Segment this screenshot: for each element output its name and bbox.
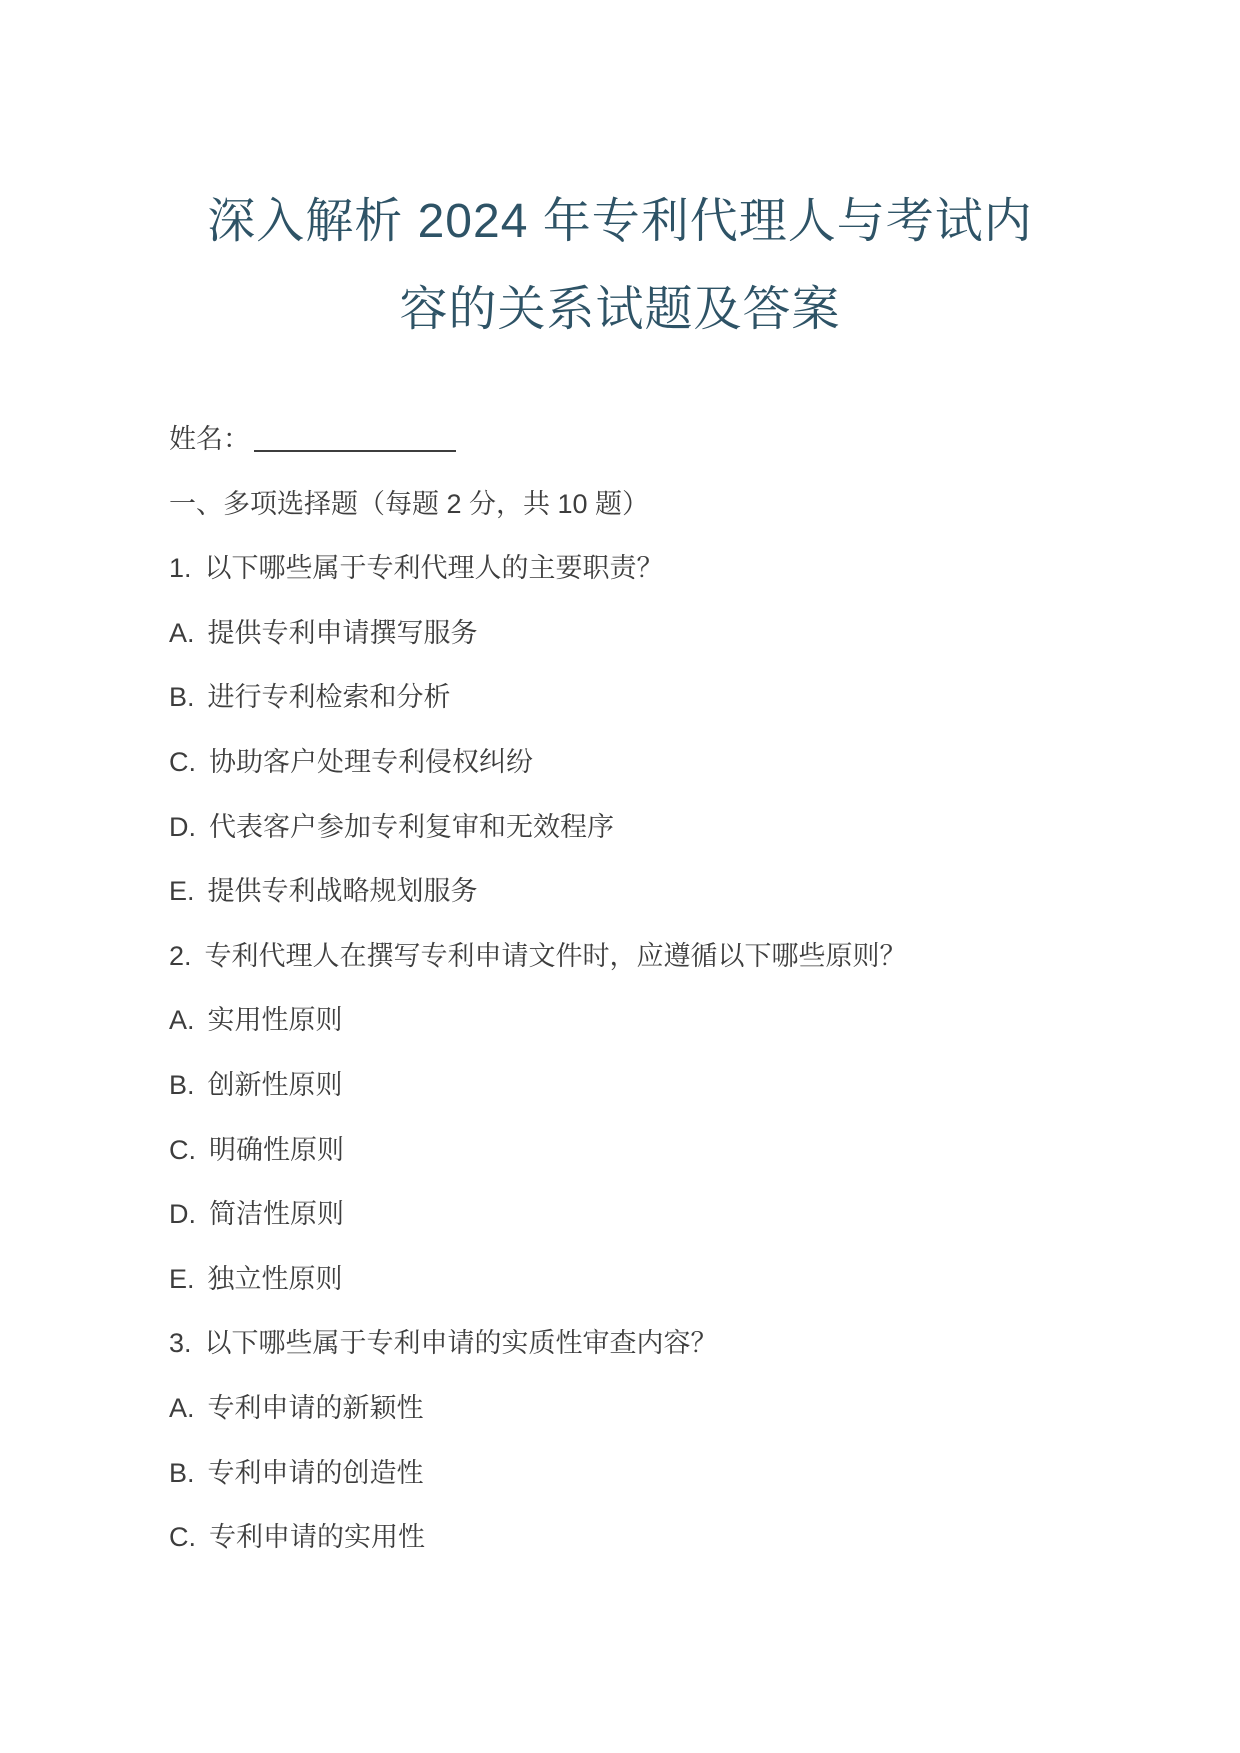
question-1-option-b-text: 进行专利检索和分析: [207, 682, 451, 713]
question-2-option-e-text: 独立性原则: [207, 1263, 343, 1294]
question-3-option-b-text: 专利申请的创造性: [207, 1457, 424, 1488]
document-title-line-2: 容的关系试题及答案: [399, 283, 841, 336]
question-1-text: 以下哪些属于专利代理人的主要职责？: [204, 553, 664, 584]
document-title: [0, 178, 1240, 354]
name-blank-underline: [254, 450, 456, 452]
question-1-option-a-label: A.: [169, 617, 195, 648]
question-1-option-d: [169, 809, 1085, 845]
question-3-option-b-label: B.: [169, 1457, 195, 1488]
question-2: [169, 938, 1085, 974]
question-1-option-d-text: 代表客户参加专利复审和无效程序: [209, 811, 614, 842]
question-1-option-a: [169, 615, 1085, 651]
question-2-option-e-label: E.: [169, 1263, 195, 1294]
question-1-number: 1.: [169, 553, 192, 584]
question-3-option-c-text: 专利申请的实用性: [209, 1522, 425, 1553]
question-3-option-c-label: C.: [169, 1522, 196, 1553]
question-3-text: 以下哪些属于专利申请的实质性审查内容？: [204, 1328, 718, 1359]
question-3-option-a-label: A.: [169, 1392, 195, 1423]
question-2-option-e: [169, 1261, 1085, 1297]
question-1-option-c-label: C.: [169, 746, 196, 777]
question-1-option-e-label: E.: [169, 876, 195, 907]
question-2-option-c-text: 明确性原则: [209, 1134, 344, 1165]
name-line: [169, 421, 1085, 457]
question-2-option-d-text: 简洁性原则: [209, 1199, 344, 1230]
question-3-option-c: [169, 1519, 1085, 1555]
question-1-option-b: [169, 679, 1085, 715]
question-3-option-b: [169, 1455, 1085, 1491]
question-2-option-b-label: B.: [169, 1069, 195, 1100]
question-1-option-c: [169, 744, 1085, 780]
question-2-option-a-text: 实用性原则: [207, 1005, 343, 1036]
question-2-option-c: [169, 1132, 1085, 1168]
question-3: [169, 1325, 1085, 1361]
question-2-text: 专利代理人在撰写专利申请文件时，应遵循以下哪些原则？: [204, 940, 907, 971]
section-heading: 一、多项选择题（每题 2 分，共 10 题）: [169, 488, 650, 519]
question-3-number: 3.: [169, 1328, 192, 1359]
question-1: [169, 550, 1085, 586]
question-1-option-e-text: 提供专利战略规划服务: [207, 876, 478, 907]
document-title-line-1: 深入解析 2024 年专利代理人与考试内: [207, 195, 1033, 248]
question-2-option-a: [169, 1002, 1085, 1038]
question-2-option-d-label: D.: [169, 1199, 196, 1230]
question-1-option-c-text: 协助客户处理专利侵权纠纷: [209, 746, 533, 777]
question-2-number: 2.: [169, 940, 192, 971]
question-1-option-b-label: B.: [169, 682, 195, 713]
question-1-option-a-text: 提供专利申请撰写服务: [207, 617, 478, 648]
question-2-option-a-label: A.: [169, 1005, 195, 1036]
name-label: 姓名：: [169, 424, 250, 454]
question-1-option-d-label: D.: [169, 811, 196, 842]
question-2-option-b: [169, 1067, 1085, 1103]
question-2-option-b-text: 创新性原则: [207, 1069, 343, 1100]
question-1-option-e: [169, 873, 1085, 909]
question-2-option-d: [169, 1196, 1085, 1232]
question-2-option-c-label: C.: [169, 1134, 196, 1165]
question-3-option-a: [169, 1390, 1085, 1426]
question-3-option-a-text: 专利申请的新颖性: [207, 1392, 424, 1423]
